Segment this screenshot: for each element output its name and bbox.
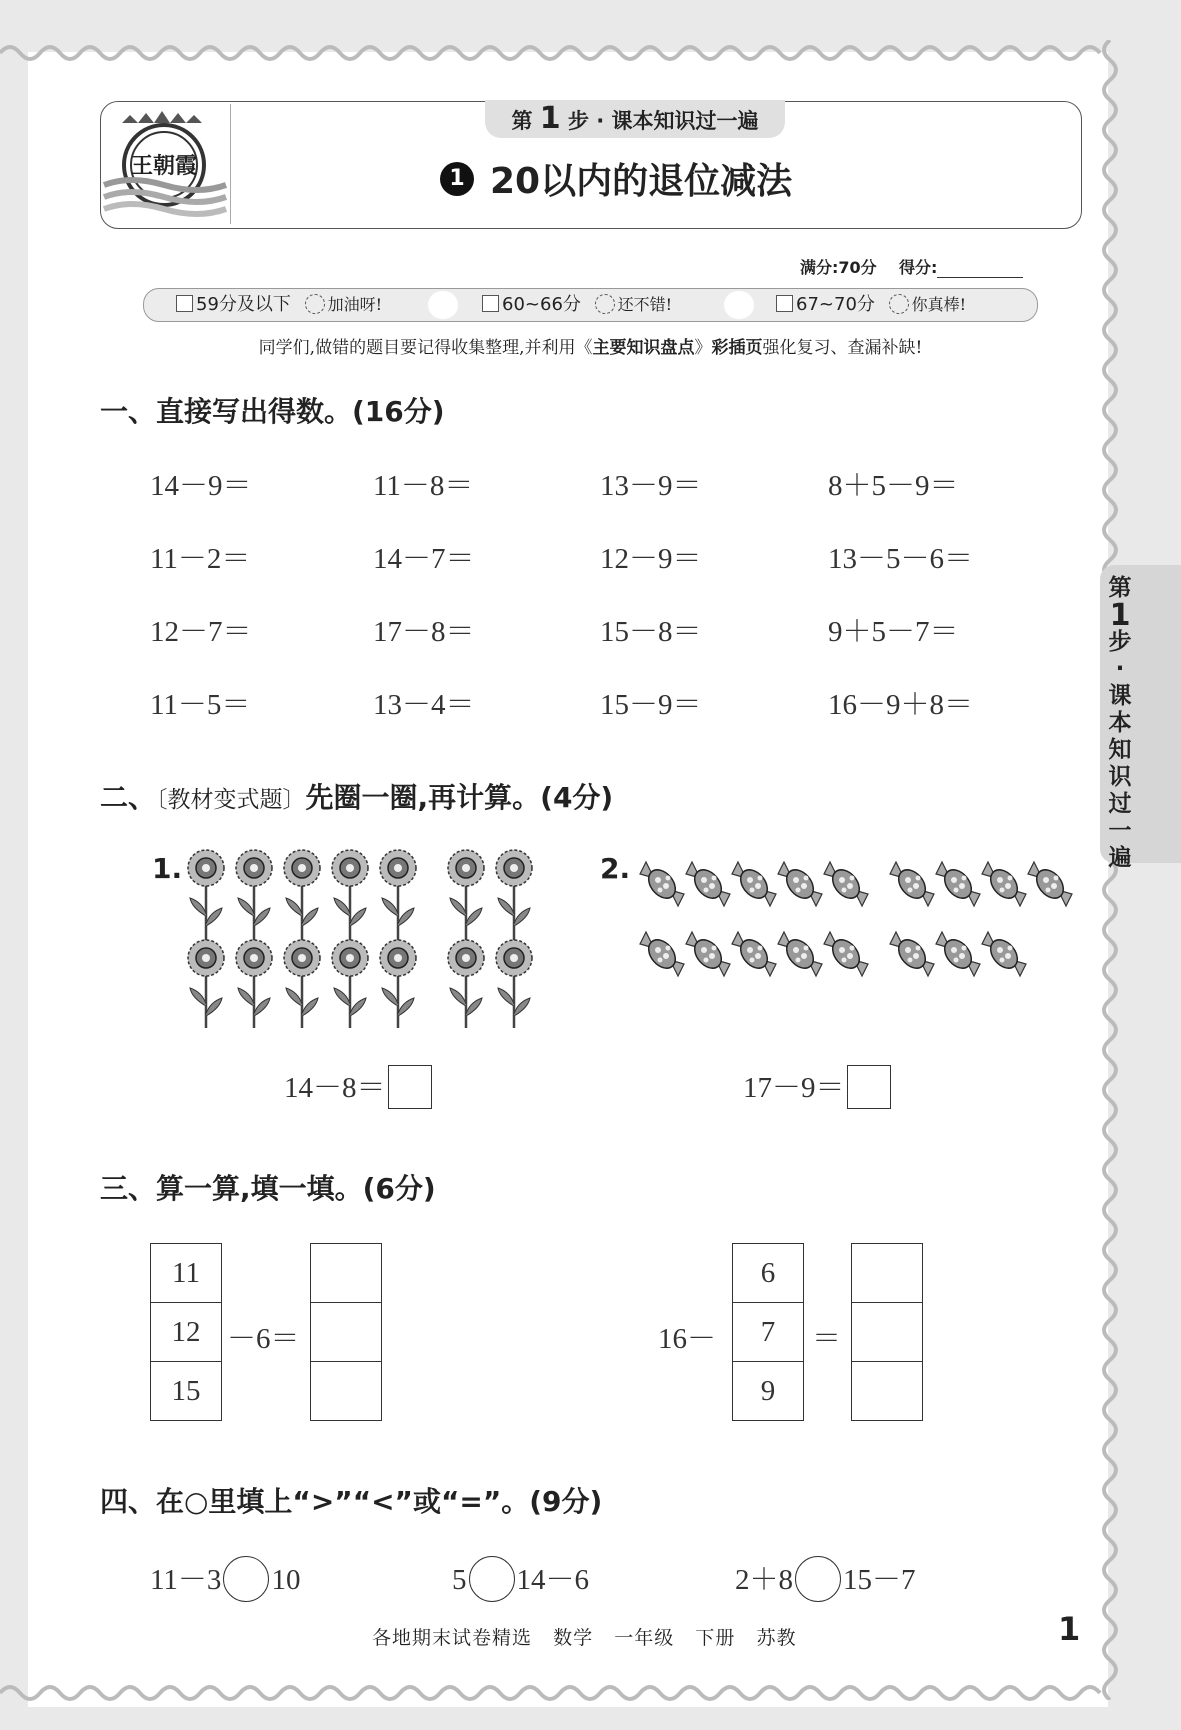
s3-right-equals: ＝: [812, 1323, 842, 1355]
level-message: 还不错!: [617, 295, 673, 314]
reminder-text: [0, 333, 1181, 358]
side-tab-char: 遍: [1108, 845, 1132, 871]
s3-left-input-table: [150, 1243, 222, 1421]
step-tab: [485, 100, 785, 138]
s3-right-input-table: [732, 1243, 804, 1421]
compare-circle[interactable]: [223, 1556, 269, 1602]
footer-text: 各地期末试卷精选 数学 一年级 下册 苏教: [372, 1627, 797, 1649]
level-checkbox[interactable]: [176, 295, 193, 312]
s4-comparison: [735, 1557, 916, 1605]
s3-cell: 15: [151, 1362, 222, 1421]
s1-equation: 8＋5－9＝: [828, 470, 959, 502]
s1-equation: 11－5＝: [150, 689, 251, 721]
unit-number-badge: 1: [440, 162, 474, 196]
s4-left: 5: [452, 1564, 467, 1596]
s3-cell: 12: [151, 1303, 222, 1362]
section-4-title: 四、在○里填上“>”“<”或“=”。(9分): [100, 1485, 603, 1518]
s3-answer-cell[interactable]: [311, 1244, 382, 1303]
reminder-part: 强化复习、查漏补缺!: [762, 338, 923, 358]
side-tab-char: 识: [1108, 764, 1132, 790]
s4-comparison: [452, 1557, 589, 1605]
unit-title-text: 20以内的退位减法: [490, 161, 793, 202]
score-blank[interactable]: [937, 261, 1023, 278]
q2-answer-box[interactable]: [847, 1065, 891, 1109]
s1-equation: 9＋5－7＝: [828, 616, 959, 648]
score-line: [800, 255, 1023, 278]
s1-equation: 14－9＝: [150, 470, 252, 502]
s3-left-operator: －6＝: [227, 1323, 300, 1355]
q2-equation: [743, 1065, 891, 1112]
side-tab-char: 知: [1108, 737, 1132, 763]
s4-right: 15－7: [843, 1564, 916, 1596]
reminder-part: 》: [694, 338, 712, 358]
reminder-part: 同学们,做错的题目要记得收集整理,并利用《: [258, 338, 593, 358]
section-2-tag: 〔教材变式题〕: [156, 787, 306, 813]
side-tab-char: 课: [1108, 683, 1132, 709]
logo-text: 王朝霞: [130, 153, 198, 179]
level-item: [482, 289, 672, 321]
s3-cell: 7: [733, 1303, 804, 1362]
compare-circle[interactable]: [469, 1556, 515, 1602]
side-tab-number: 1: [1109, 598, 1131, 633]
q2-equation-text: 17－9＝: [743, 1072, 845, 1104]
s3-right-answer-table: [851, 1243, 923, 1421]
s3-left-answer-table: [310, 1243, 382, 1421]
q1-label: 1.: [152, 852, 183, 885]
q1-equation-text: 14－8＝: [284, 1072, 386, 1104]
score-levels-bar: [143, 288, 1038, 322]
face-icon: [889, 294, 909, 314]
s3-cell: 11: [151, 1244, 222, 1303]
header-divider: [230, 104, 231, 224]
levels-separator: [428, 291, 458, 319]
s3-answer-cell[interactable]: [852, 1303, 923, 1362]
level-message: 你真棒!: [911, 295, 967, 314]
wavy-border-top: [0, 38, 1181, 68]
levels-separator: [724, 291, 754, 319]
level-checkbox[interactable]: [776, 295, 793, 312]
s3-answer-cell[interactable]: [852, 1244, 923, 1303]
s3-answer-cell[interactable]: [311, 1303, 382, 1362]
s3-answer-cell[interactable]: [311, 1362, 382, 1421]
s3-cell: 6: [733, 1244, 804, 1303]
side-tab-char: 步: [1108, 629, 1132, 655]
publisher-logo: [100, 101, 230, 227]
level-item: [776, 289, 966, 321]
s1-equation: 11－8＝: [373, 470, 474, 502]
step-prefix: 第: [511, 109, 533, 133]
q1-equation: [284, 1065, 432, 1112]
level-range: 67~70分: [796, 294, 875, 315]
section-2-title: [100, 776, 613, 816]
level-checkbox[interactable]: [482, 295, 499, 312]
s1-equation: 12－9＝: [600, 543, 702, 575]
s4-right: 10: [271, 1564, 301, 1596]
unit-title: [440, 152, 880, 212]
section-3-title: 三、算一算,填一填。(6分): [100, 1172, 436, 1205]
s4-right: 14－6: [516, 1564, 590, 1596]
s1-equation: 13－5－6＝: [828, 543, 974, 575]
reminder-bold: 主要知识盘点: [592, 338, 695, 358]
side-tab-char: 本: [1108, 710, 1132, 736]
s1-equation: 14－7＝: [373, 543, 475, 575]
section-2-text: 先圈一圈,再计算。(4分): [305, 781, 614, 814]
s1-equation: 15－8＝: [600, 616, 702, 648]
side-tab-char: 一: [1108, 818, 1132, 844]
level-range: 60~66分: [502, 294, 581, 315]
q1-answer-box[interactable]: [388, 1065, 432, 1109]
flowers-picture: [180, 846, 540, 1028]
s3-answer-cell[interactable]: [852, 1362, 923, 1421]
face-icon: [305, 294, 325, 314]
s4-comparison: [150, 1557, 300, 1605]
reminder-bold: 彩插页: [711, 338, 763, 358]
candies-picture: [632, 846, 1080, 986]
level-item: [176, 289, 382, 321]
s1-equation: 16－9＋8＝: [828, 689, 974, 721]
side-tab-char: 过: [1108, 791, 1132, 817]
section-1-title: 一、直接写出得数。(16分): [100, 395, 445, 428]
q2-label: 2.: [600, 852, 631, 885]
side-tab-text: [1105, 575, 1135, 872]
side-tab-char: ·: [1115, 656, 1125, 682]
wavy-border-bottom: [0, 1678, 1181, 1708]
step-suffix: 步 · 课本知识过一遍: [567, 109, 759, 133]
s3-cell: 9: [733, 1362, 804, 1421]
s1-equation: 13－9＝: [600, 470, 702, 502]
s4-left: 11－3: [150, 1564, 222, 1596]
full-score: 满分:70分: [800, 258, 877, 277]
s1-equation: 11－2＝: [150, 543, 251, 575]
page-number: 1: [1058, 1610, 1081, 1648]
side-tab-char: 第: [1108, 575, 1132, 601]
s1-equation: 13－4＝: [373, 689, 475, 721]
s1-equation: 17－8＝: [373, 616, 475, 648]
s1-equation: 15－9＝: [600, 689, 702, 721]
level-message: 加油呀!: [327, 295, 383, 314]
level-range: 59分及以下: [196, 294, 291, 315]
s1-equation: 12－7＝: [150, 616, 252, 648]
step-number: 1: [539, 101, 561, 136]
got-score-label: 得分:: [898, 258, 938, 277]
s3-right-prefix: 16－: [658, 1323, 717, 1355]
compare-circle[interactable]: [795, 1556, 841, 1602]
s4-left: 2＋8: [735, 1564, 794, 1596]
face-icon: [595, 294, 615, 314]
section-2-prefix: 二、: [100, 781, 157, 814]
